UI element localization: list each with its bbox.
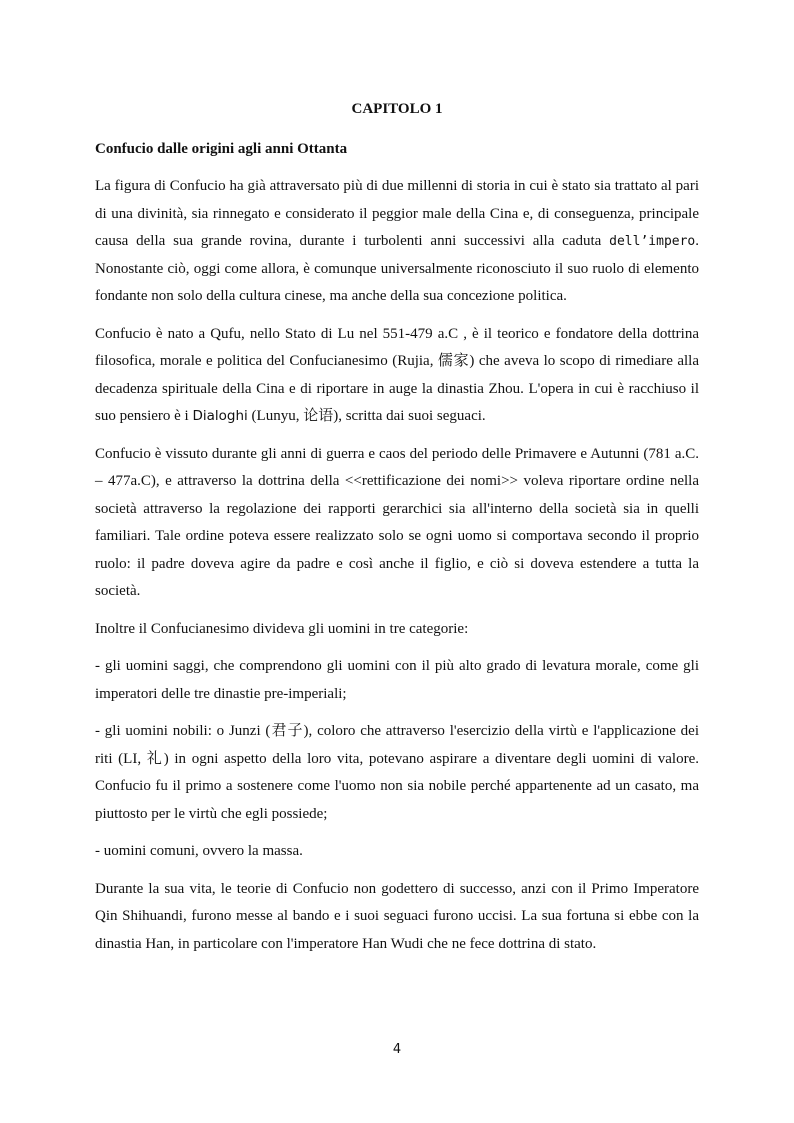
section-title: Confucio dalle origini agli anni Ottanta bbox=[95, 140, 348, 157]
paragraph-intro-mono-text: dell’impero bbox=[609, 234, 696, 249]
paragraph-intro-text-2: . Nonostante ciò, oggi come allora, è comunque universalmente riconosciuto il suo ruolo di elemento fondante non solo della cultura cinese, ma anche della sua concezione politica. bbox=[95, 233, 699, 304]
page-number: 4 bbox=[392, 1042, 402, 1057]
list-item-noble-men: - gli uomini nobili: o Junzi (君子), coloro che attraverso l'esercizio della virtù e l'applicazione dei riti (LI, 礼) in ogni aspetto della loro vita, potevano aspirare a diventare degli uomini di valore. Confucio fu il primo a sostenere come l'uomo non sia nobile perché appartenente ad un casato, ma piuttosto per le virtù che egli possiede; bbox=[95, 723, 699, 822]
chapter-title: CAPITOLO 1 bbox=[351, 101, 443, 117]
document-page bbox=[95, 96, 699, 968]
paragraph-origins-work-title: Dialoghi bbox=[192, 408, 248, 424]
list-item-common-men: - uomini comuni, ovvero la massa. bbox=[95, 843, 303, 859]
list-item-wise-men: - gli uomini saggi, che comprendono gli uomini con il più alto grado di levatura morale, come gli imperatori delle tre dinastie pre-imperiali; bbox=[95, 658, 699, 702]
paragraph-rectification: Confucio è vissuto durante gli anni di guerra e caos del periodo delle Primavere e Autunni (781 a.C. – 477a.C), e attraverso la dottrina della <<rettificazione dei nomi>> voleva riportare ordine nella società attraverso la regolazione dei rapporti gerarchici sia all'interno della società sia in quelli familiari. Tale ordine poteva essere realizzato solo se ogni uomo si comportava secondo il proprio ruolo: il padre doveva agire da padre e così anche il figlio, e ciò si doveva estendere a tutta la società. bbox=[95, 445, 699, 599]
paragraph-legacy: Durante la sua vita, le teorie di Confucio non godettero di successo, anzi con il Primo Imperatore Qin Shihuandi, furono messe al bando e i suoi seguaci furono uccisi. La sua fortuna si ebbe con la dinastia Han, in particolare con l'imperatore Han Wudi che ne fece dottrina di stato. bbox=[95, 880, 699, 952]
paragraph-origins-text-1: Confucio è nato a Qufu, nello Stato di Lu nel 551-479 a.C , è il teorico e fondatore della dottrina filosofica, morale e politica del Confucianesimo (Rujia, 儒家) che aveva lo scopo di rimediare alla decadenza spirituale della Cina e di riportare in auge la dinastia Zhou. L'opera in cui è racchiuso il suo pensiero è i bbox=[95, 325, 699, 424]
paragraph-categories-intro: Inoltre il Confucianesimo divideva gli uomini in tre categorie: bbox=[95, 620, 469, 637]
paragraph-origins-text-2: (Lunyu, 论语), scritta dai suoi seguaci. bbox=[247, 408, 486, 424]
paragraph-intro-text-1: La figura di Confucio ha già attraversato più di due millenni di storia in cui è stato sia trattato al pari di una divinità, sia rinnegato e considerato il peggior male della Cina e, di conseguenza, principale causa della sua grande rovina, durante i turbolenti anni successivi alla caduta bbox=[95, 178, 699, 249]
paragraph-intro bbox=[95, 173, 699, 311]
paragraph-origins bbox=[95, 321, 699, 431]
